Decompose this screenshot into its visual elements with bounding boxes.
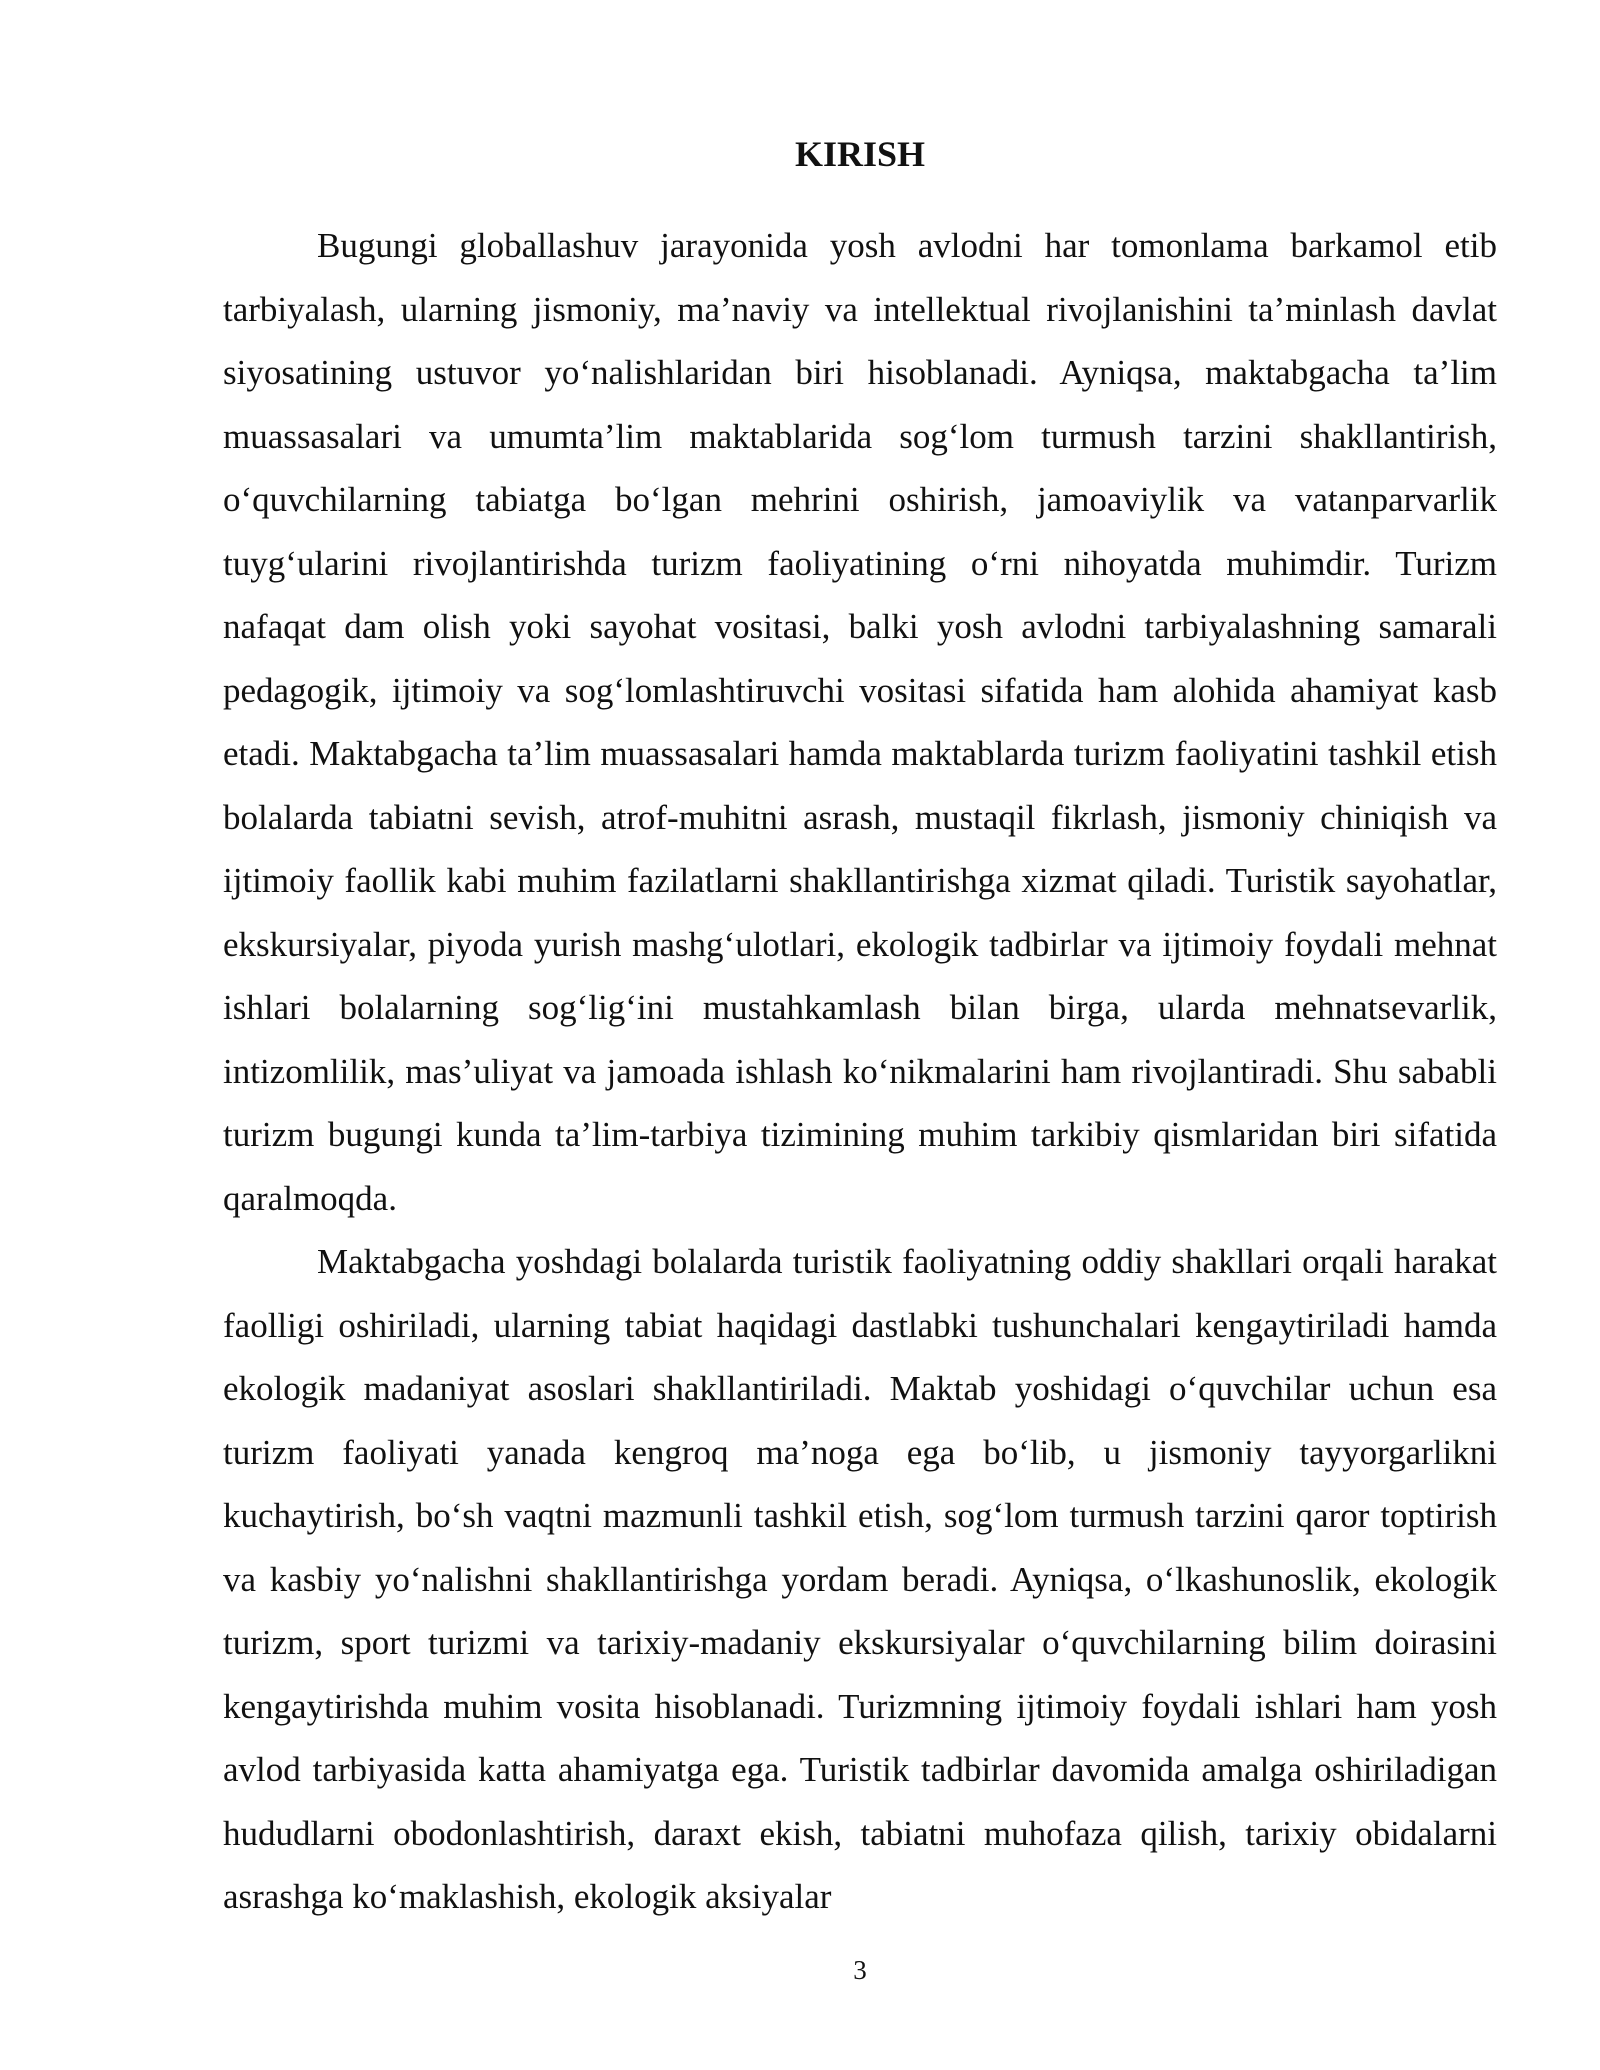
paragraph-2: Maktabgacha yoshdagi bolalarda turistik faoliyatning oddiy shakllari orqali harakat faolligi oshiriladi, ularning tabiat haqidagi dastlabki tushunchalari kengaytiriladi hamda ekologik madaniyat asoslari shakllantiriladi. Maktab yoshidagi o‘quvchilar uchun esa turizm faoliyati yanada kengroq ma’noga ega bo‘lib, u jismoniy tayyorgarlikni kuchaytirish, bo‘sh vaqtni mazmunli tashkil etish, sog‘lom turmush tarzini qaror toptirish va kasbiy yo‘nalishni shakllantirishga yordam beradi. Ayniqsa, o‘lkashunoslik, ekologik turizm, sport turizmi va tarixiy-madaniy ekskursiyalar o‘quvchilarning bilim doirasini kengaytirishda muhim vosita hisoblanadi. Turizmning ijtimoiy foydali ishlari ham yosh avlod tarbiyasida katta ahamiyatga ega. Turistik tadbirlar davomida amalga oshiriladigan hududlarni obodonlashtirish, daraxt ekish, tabiatni muhofaza qilish, tarixiy obidalarni asrashga ko‘maklashish, ekologik aksiyalar (223, 1242, 1497, 1916)
paragraph-1: Bugungi globallashuv jarayonida yosh avlodni har tomonlama barkamol etib tarbiyalash, ularning jismoniy, ma’naviy va intellektual rivojlanishini ta’minlash davlat siyosatining ustuvor yo‘nalishlaridan biri hisoblanadi. Ayniqsa, maktabgacha ta’lim muassasalari va umumta’lim maktablarida sog‘lom turmush tarzini shakllantirish, o‘quvchilarning tabiatga bo‘lgan mehrini oshirish, jamoaviylik va vatanparvarlik tuyg‘ularini rivojlantirishda turizm faoliyatining o‘rni nihoyatda muhimdir. Turizm nafaqat dam olish yoki sayohat vositasi, balki yosh avlodni tarbiyalashning samarali pedagogik, ijtimoiy va sog‘lomlashtiruvchi vositasi sifatida ham alohida ahamiyat kasb etadi. Maktabgacha ta’lim muassasalari hamda maktablarda turizm faoliyatini tashkil etish bolalarda tabiatni sevish, atrof-muhitni asrash, mustaqil fikrlash, jismoniy chiniqish va ijtimoiy faollik kabi muhim fazilatlarni shakllantirishga xizmat qiladi. Turistik sayohatlar, ekskursiyalar, piyoda yurish mashg‘ulotlari, ekologik tadbirlar va ijtimoiy foydali mehnat ishlari bolalarning sog‘lig‘ini mustahkamlash bilan birga, ularda mehnatsevarlik, intizomlilik, mas’uliyat va jamoada ishlash ko‘nikmalarini ham rivojlantiradi. Shu sababli turizm bugungi kunda ta’lim-tarbiya tizimining muhim tarkibiy qismlaridan biri sifatida qaralmoqda. (223, 226, 1497, 1218)
body-text (223, 214, 1497, 1929)
page-title: KIRISH (794, 134, 926, 174)
page-number: 3 (853, 1955, 867, 1985)
